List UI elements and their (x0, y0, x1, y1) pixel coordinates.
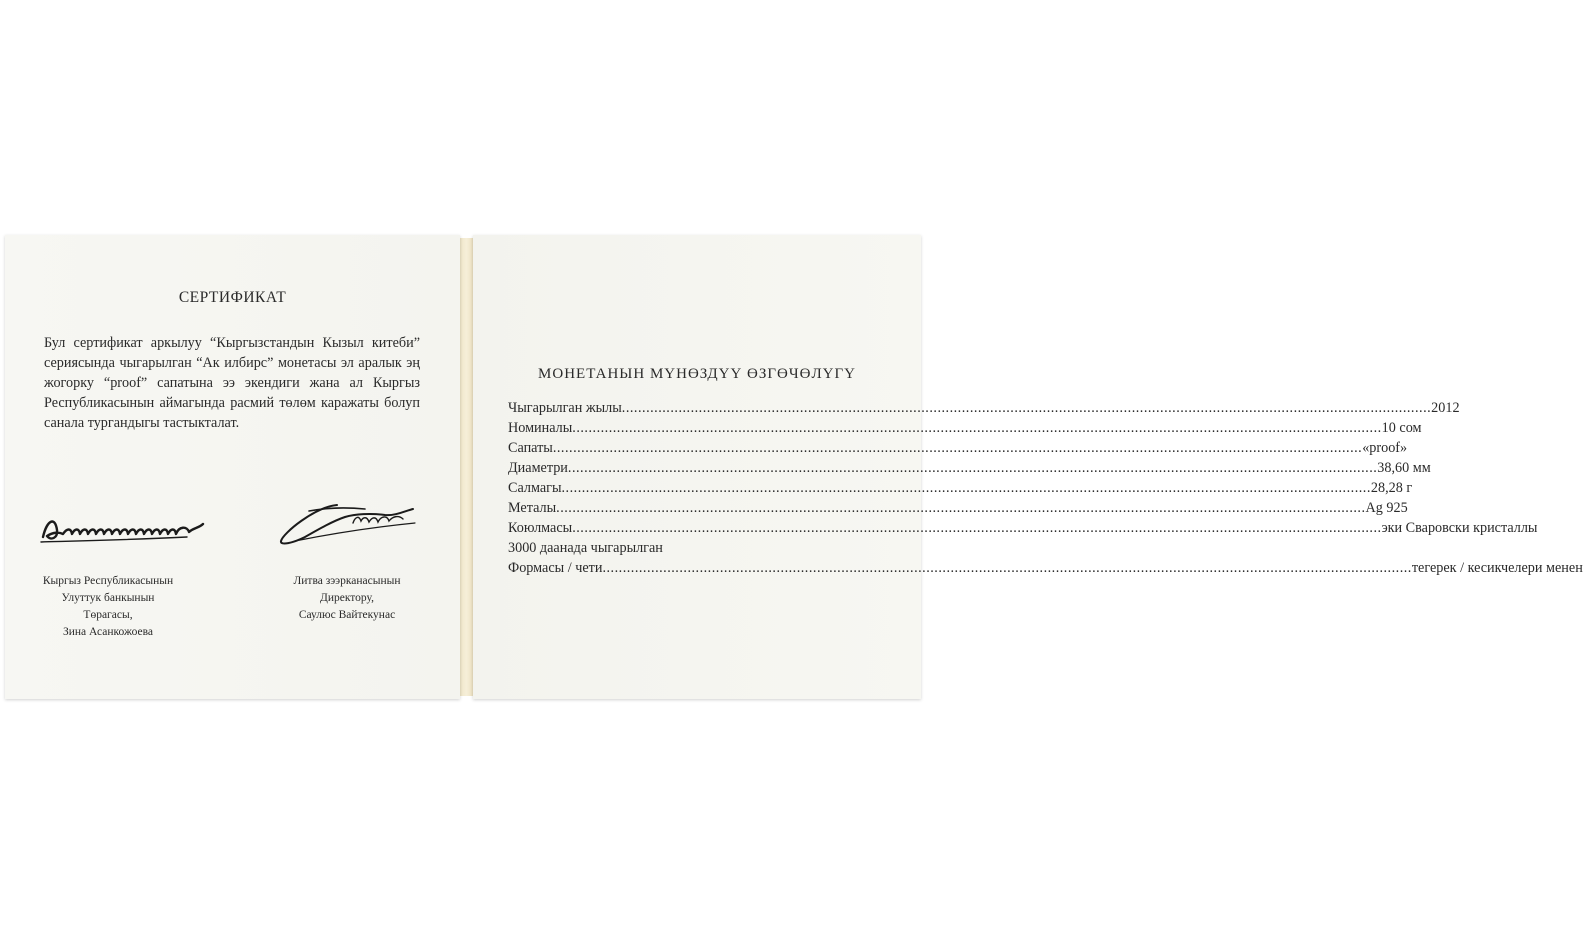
spec-row (508, 478, 1413, 498)
dot-leader: ........................................................................................................................................................................................................ (556, 500, 1366, 516)
dot-leader: ........................................................................................................................................................................................................ (561, 480, 1371, 496)
signer-line: Төрагасы, (83, 609, 133, 621)
spec-row (508, 558, 1583, 578)
specifications-list (508, 398, 1583, 578)
spec-value: 38,60 мм (1377, 460, 1431, 476)
spec-value: эки Сваровски кристаллы (1381, 520, 1538, 536)
spec-label: Чыгарылган жылы (508, 400, 622, 416)
spec-row (508, 498, 1408, 518)
specifications-page (473, 235, 1583, 699)
spec-row (508, 418, 1422, 438)
booklet-spine (460, 238, 473, 696)
spec-label: Салмагы (508, 480, 562, 496)
spec-label: Номиналы (508, 420, 573, 436)
spec-label: Формасы / чети (508, 560, 603, 576)
signature-chairman (37, 510, 215, 550)
spec-label: Диаметри (508, 460, 568, 476)
signer-name: Зина Асанкожоева (62, 626, 154, 638)
spec-row (508, 398, 1460, 418)
signer-line: Литва зээрканасынын (293, 575, 401, 587)
dot-leader: ........................................................................................................................................................................................................ (572, 520, 1382, 536)
signature-director (275, 497, 425, 549)
signer-director (267, 573, 427, 624)
spec-value: 10 сом (1381, 420, 1422, 436)
spec-value: 28,28 г (1370, 480, 1413, 496)
signer-line: Кыргыз Республикасынын (42, 575, 174, 587)
spec-label: Металы (508, 500, 557, 516)
spec-value: Ag 925 (1365, 500, 1408, 516)
dot-leader: ........................................................................................................................................................................................................ (567, 460, 1378, 476)
spec-label: Сапаты (508, 440, 553, 456)
spec-value: 2012 (1431, 400, 1460, 416)
signer-line: Улуттук банкынын (61, 592, 155, 604)
spec-row (508, 458, 1431, 478)
spec-value: «proof» (1362, 440, 1408, 456)
spec-value: тегерек / кесикчелери менен (1411, 560, 1583, 576)
spec-row (508, 438, 1408, 458)
dot-leader: ........................................................................................................................................................................................................ (621, 400, 1432, 416)
dot-leader: ........................................................................................................................................................................................................ (552, 440, 1363, 456)
certificate-text: Бул сертификат аркылуу “Кыргызстандын Кызыл китеби” сериясында чыгарылган “Ак илбирс” монетасы эл аралык эң жогорку “proof” сапатына ээ экендиги жана ал Кыргыз Республикасынын аймагында расмий төлөм каражаты болуп санала тургандыгы тастыкталат. (44, 335, 420, 431)
signer-name: Саулюс Вайтекунас (298, 609, 396, 621)
spec-row (508, 518, 1538, 538)
dot-leader: ........................................................................................................................................................................................................ (602, 560, 1412, 576)
certificate-page (5, 235, 460, 699)
certificate-title: СЕРТИФИКАТ (178, 289, 287, 306)
spec-label: Коюлмасы (508, 520, 573, 536)
specifications-title: МОНЕТАНЫН МҮНӨЗДҮҮ ӨЗГӨЧӨЛҮГҮ (538, 366, 856, 382)
signer-chairman (37, 573, 179, 641)
signer-line: Директору, (320, 592, 374, 604)
mintage-line: 3000 даанада чыгарылган (508, 540, 663, 556)
dot-leader: ........................................................................................................................................................................................................ (572, 420, 1382, 436)
